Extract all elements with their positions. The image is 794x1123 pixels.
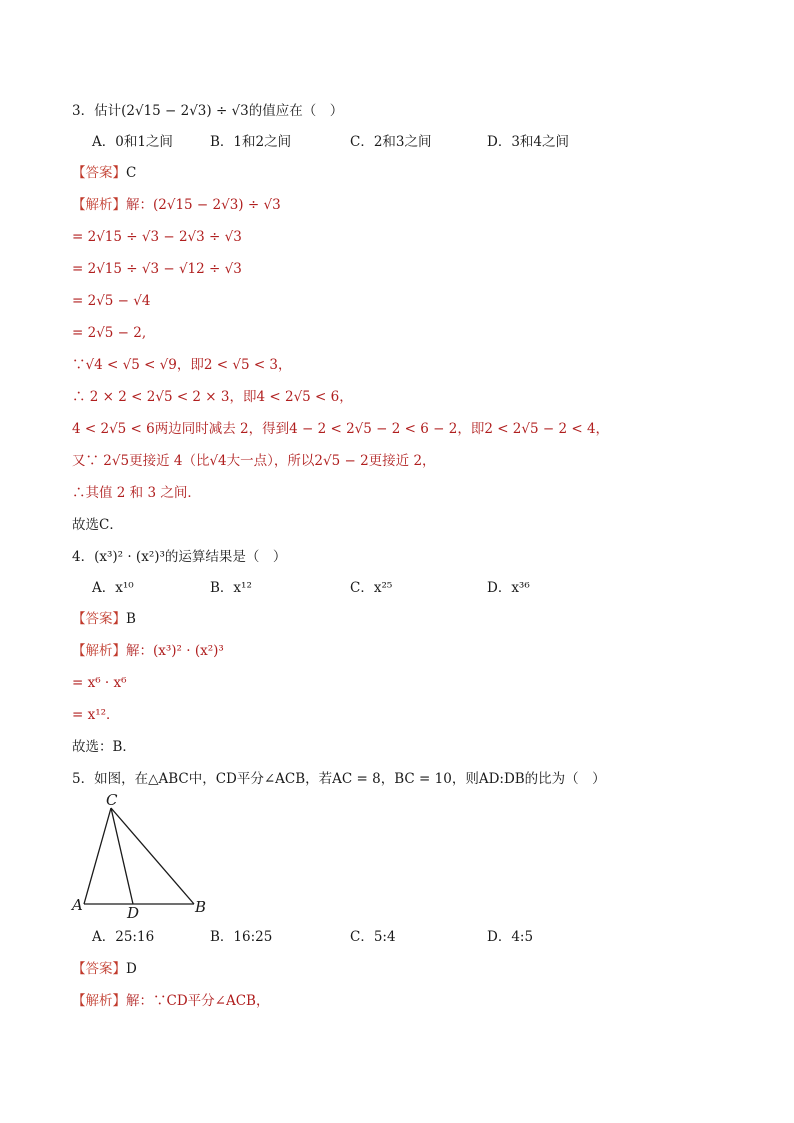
answer-value: D [126,961,137,977]
side-cb [111,808,194,904]
answer-tag: 【答案】 [72,611,126,627]
analysis-first-line: 解：∵CD平分∠ACB， [126,993,270,1009]
q3-analysis [72,195,281,215]
analysis-first-line: 解：(x³)² · (x²)³ [126,643,224,659]
q3-step-1: = 2√15 ÷ √3 − 2√3 ÷ √3 [72,229,242,245]
q4-step-2: = x¹²． [72,707,120,723]
q3-step-3: = 2√5 − √4 [72,293,151,309]
q5-analysis [72,991,269,1011]
q4-option-b: B．x¹² [210,580,252,596]
q3-choice: 故选C． [72,517,123,533]
q3-option-b: B．1和2之间 [210,134,292,150]
q4-analysis [72,641,224,661]
q4-option-a: A．x¹⁰ [92,580,134,596]
q3-answer [72,163,136,183]
q3-option-c: C．2和3之间 [350,134,432,150]
q4-choice: 故选：B． [72,739,136,755]
q3-stem: 3．估计(2√15 − 2√3) ÷ √3的值应在（ ） [72,103,344,119]
q3-step-2: = 2√15 ÷ √3 − √12 ÷ √3 [72,261,242,277]
analysis-tag: 【解析】 [72,643,126,659]
point-label-d: D [127,904,140,922]
q3-step-5: ∵√4 < √5 < √9，即2 < √5 < 3， [72,357,292,373]
q4-option-d: D．x³⁶ [487,580,530,596]
analysis-tag: 【解析】 [72,197,126,213]
vertex-label-a: A [72,896,83,914]
q4-option-c: C．x²⁵ [350,580,393,596]
q3-option-d: D．3和4之间 [487,134,570,150]
vertex-label-c: C [106,791,118,809]
side-ca [84,808,111,904]
q4-stem: 4．(x³)² · (x²)³的运算结果是（ ） [72,549,287,565]
analysis-first-line: 解：(2√15 − 2√3) ÷ √3 [126,197,281,213]
q3-step-8: 又∵ 2√5更接近 4（比√4大一点），所以2√5 − 2更接近 2， [72,453,436,469]
answer-tag: 【答案】 [72,961,126,977]
q4-step-1: = x⁶ · x⁶ [72,675,127,691]
q5-option-d: D．4:5 [487,929,534,945]
q4-answer [72,609,136,629]
analysis-tag: 【解析】 [72,993,126,1009]
q3-step-9: ∴其值 2 和 3 之间． [72,485,201,501]
q3-option-a: A．0和1之间 [92,134,173,150]
q5-option-a: A．25:16 [92,929,155,945]
q3-step-7: 4 < 2√5 < 6两边同时减去 2，得到4 − 2 < 2√5 − 2 < 6 − 2，即2 < 2√5 − 2 < 4， [72,421,610,437]
q3-step-4: = 2√5 − 2, [72,325,147,341]
answer-value: B [126,611,136,627]
q5-option-c: C．5:4 [350,929,396,945]
bisector-cd [111,808,133,904]
q5-option-b: B．16:25 [210,929,273,945]
answer-value: C [126,165,137,181]
q3-step-6: ∴ 2 × 2 < 2√5 < 2 × 3，即4 < 2√5 < 6， [72,389,353,405]
q5-stem: 5．如图，在△ABC中，CD平分∠ACB，若AC = 8，BC = 10，则AD:DB的比为（ ） [72,771,606,787]
vertex-label-b: B [195,898,207,916]
q5-answer [72,959,137,979]
answer-tag: 【答案】 [72,165,126,181]
